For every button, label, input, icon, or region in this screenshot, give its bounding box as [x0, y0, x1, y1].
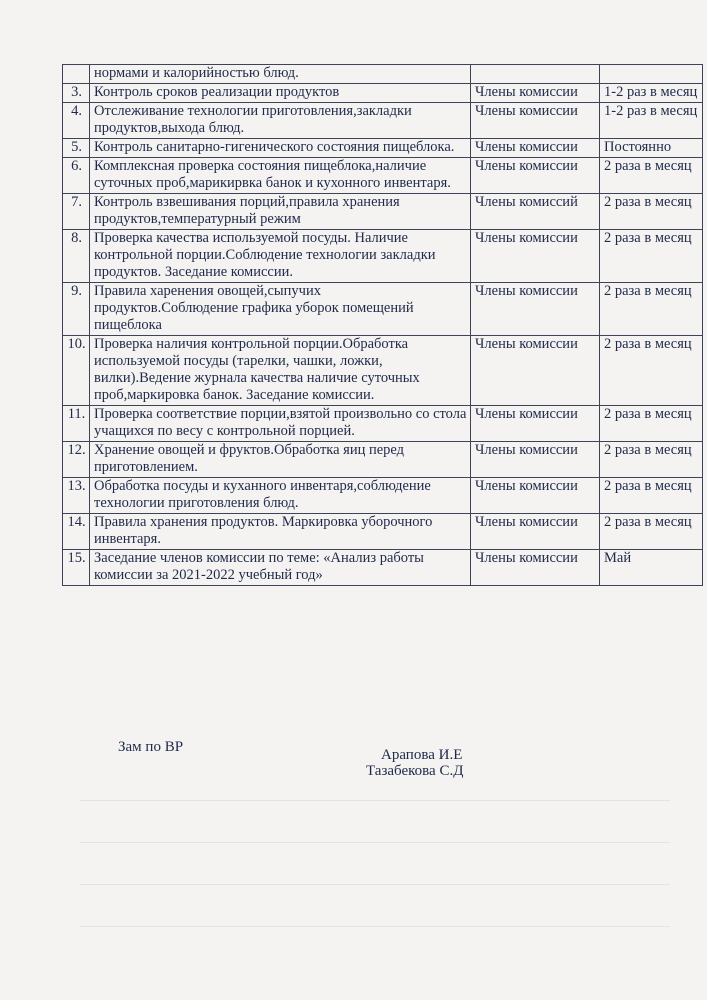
responsible-party: Члены комиссии [471, 230, 600, 283]
row-number: 3. [63, 84, 90, 103]
frequency: 2 раза в месяц [600, 230, 703, 283]
responsible-party: Члены комиссии [471, 442, 600, 478]
task-description: Контроль санитарно-гигенического состояния пищеблока. [90, 139, 471, 158]
task-description: Проверка качества используемой посуды. Наличие контрольной порции.Соблюдение технологии закладки продуктов. Заседание комиссии. [90, 230, 471, 283]
table-row [63, 283, 703, 336]
frequency: 1-2 раз в месяц [600, 84, 703, 103]
row-number: 10. [63, 336, 90, 406]
row-number: 11. [63, 406, 90, 442]
task-description: Комплексная проверка состояния пищеблока,наличие суточных проб,марикирвка банок и кухонного инвентаря. [90, 158, 471, 194]
frequency: 2 раза в месяц [600, 158, 703, 194]
table-row [63, 442, 703, 478]
responsible-party: Члены комиссий [471, 194, 600, 230]
responsible-party: Члены комиссии [471, 139, 600, 158]
row-number [63, 65, 90, 84]
signature-position: Зам по ВР [118, 739, 184, 755]
task-description: Отслеживание технологии приготовления,закладки продуктов,выхода блюд. [90, 103, 471, 139]
row-number: 4. [63, 103, 90, 139]
frequency: 2 раза в месяц [600, 514, 703, 550]
responsible-party: Члены комиссии [471, 336, 600, 406]
signature-name-2: Тазабекова С.Д [366, 763, 464, 779]
frequency: 2 раза в месяц [600, 336, 703, 406]
frequency: 2 раза в месяц [600, 478, 703, 514]
table-row [63, 514, 703, 550]
table-row [63, 194, 703, 230]
row-number: 13. [63, 478, 90, 514]
row-number: 8. [63, 230, 90, 283]
frequency: Постоянно [600, 139, 703, 158]
row-number: 14. [63, 514, 90, 550]
bleed-through-line [80, 884, 670, 885]
table-row [63, 478, 703, 514]
responsible-party: Члены комиссии [471, 406, 600, 442]
task-description: Правила харенения овощей,сыпучих продуктов.Соблюдение графика уборок помещений пищеблока [90, 283, 471, 336]
responsible-party: Члены комиссии [471, 84, 600, 103]
task-description: Заседание членов комиссии по теме: «Анализ работы комиссии за 2021-2022 учебный год» [90, 550, 471, 586]
table-row [63, 230, 703, 283]
inspection-plan-table [62, 64, 703, 586]
row-number: 9. [63, 283, 90, 336]
responsible-party [471, 65, 600, 84]
responsible-party: Члены комиссии [471, 550, 600, 586]
row-number: 5. [63, 139, 90, 158]
bleed-through-line [80, 926, 670, 927]
frequency: 2 раза в месяц [600, 406, 703, 442]
task-description: Хранение овощей и фруктов.Обработка яиц перед приготовлением. [90, 442, 471, 478]
task-description: нормами и калорийностью блюд. [90, 65, 471, 84]
bleed-through-line [80, 842, 670, 843]
task-description: Контроль сроков реализации продуктов [90, 84, 471, 103]
row-number: 12. [63, 442, 90, 478]
task-description: Правила хранения продуктов. Маркировка уборочного инвентаря. [90, 514, 471, 550]
task-description: Проверка соответствие порции,взятой произвольно со стола учащихся по весу с контрольной порцией. [90, 406, 471, 442]
responsible-party: Члены комиссии [471, 158, 600, 194]
table-body [63, 65, 703, 586]
responsible-party: Члены комиссии [471, 478, 600, 514]
frequency: 2 раза в месяц [600, 283, 703, 336]
table-row [63, 406, 703, 442]
table-row [63, 84, 703, 103]
row-number: 6. [63, 158, 90, 194]
table-row [63, 550, 703, 586]
responsible-party: Члены комиссии [471, 514, 600, 550]
task-description: Контроль взвешивания порций,правила хранения продуктов,температурный режим [90, 194, 471, 230]
frequency: 2 раза в месяц [600, 194, 703, 230]
frequency [600, 65, 703, 84]
table-row [63, 65, 703, 84]
frequency: Май [600, 550, 703, 586]
table-row [63, 103, 703, 139]
task-description: Проверка наличия контрольной порции.Обработка используемой посуды (тарелки, чашки, ложки, вилки).Ведение журнала качества наличие суточных проб,маркировка банок. Заседание комиссии. [90, 336, 471, 406]
frequency: 2 раза в месяц [600, 442, 703, 478]
signature-name-1: Арапова И.Е [381, 747, 463, 763]
frequency: 1-2 раз в месяц [600, 103, 703, 139]
table-row [63, 139, 703, 158]
row-number: 15. [63, 550, 90, 586]
table-row [63, 336, 703, 406]
row-number: 7. [63, 194, 90, 230]
table-row [63, 158, 703, 194]
bleed-through-line [80, 800, 670, 801]
task-description: Обработка посуды и куханного инвентаря,соблюдение технологии приготовления блюд. [90, 478, 471, 514]
responsible-party: Члены комиссии [471, 283, 600, 336]
responsible-party: Члены комиссии [471, 103, 600, 139]
